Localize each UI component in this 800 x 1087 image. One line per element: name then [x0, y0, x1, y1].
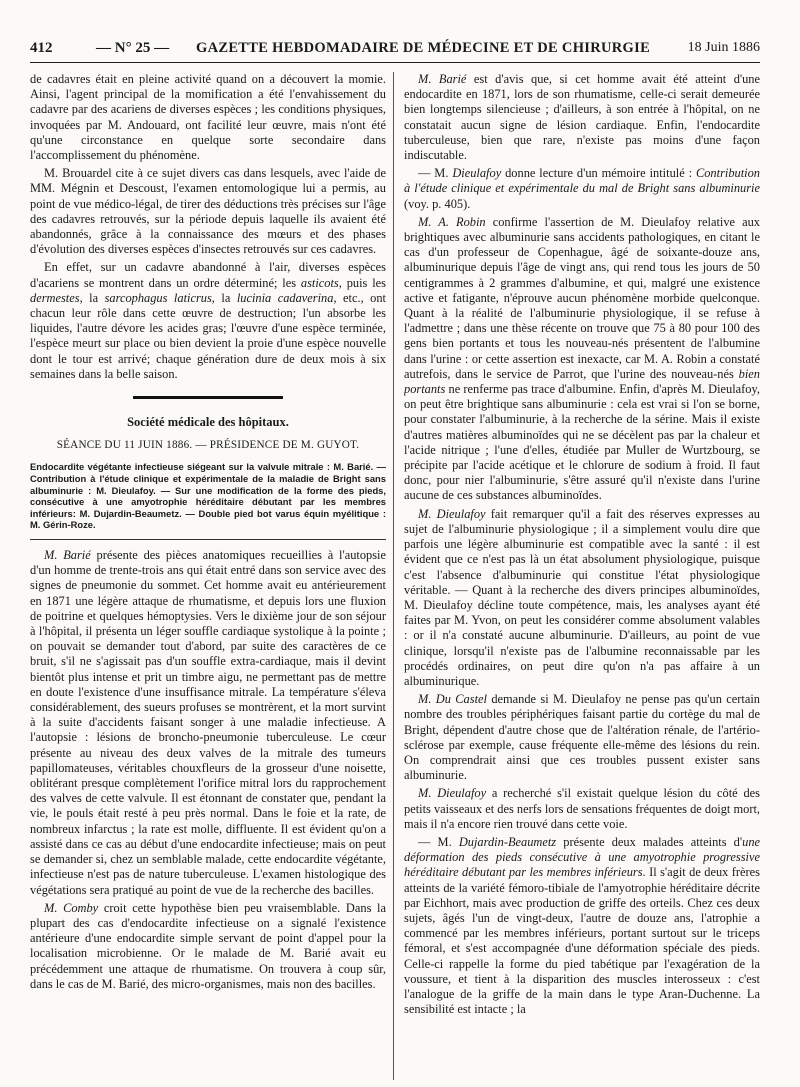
- page-number: 412: [30, 40, 53, 56]
- right-column: [404, 72, 760, 1082]
- paragraph: M. Barié est d'avis que, si cet homme avait été atteint d'une endocardite en 1871, lors de son rhumatisme, celle-ci serait demeurée bien longtemps silencieuse ; d'ailleurs, à son entrée à l'hôpital, on ne constatait aucun signe de lésion cardiaque. Enfin, l'endocardite tuberculeuse, bien que rare, n'existe pas moins d'une façon indiscutable.: [404, 72, 760, 163]
- paragraph: M. Brouardel cite à ce sujet divers cas dans lesquels, avec l'aide de MM. Mégnin et Descoust, l'examen entomologique lui a permis, au point de vue médico-légal, de tirer des déductions très précises sur l'âge des cadavres retrouvés, sur la période depuis laquelle ils avaient été abandonnés, grâce à la connaissance des mœurs et des phases d'évolution des diverses espèces d'insectes retrouvés sur ces cadavres.: [30, 166, 386, 257]
- issue-date: 18 Juin 1886: [687, 40, 760, 55]
- summary-rule: [30, 539, 386, 540]
- journal-title: GAZETTE HEBDOMADAIRE DE MÉDECINE ET DE CHIRURGIE: [196, 40, 651, 56]
- section-divider: [133, 396, 283, 399]
- paragraph: M. Barié présente des pièces anatomiques recueillies à l'autopsie d'un homme de trente-trois ans qui était entré dans son service avec des signes de pneumonie du sommet. Cet homme avait eu antérieurement en 1871 une légère attaque de rhumatisme, et depuis lors une fluxion de poitrine et quelques hémoptysies. Vers le dixième jour de son séjour à l'hôpital, il présenta un léger souffle cardiaque systolique à la pointe ; on pouvait se demander tout d'abord, par suite des caractères de ce bruit, s'il ne s'agissait pas d'un souffle extra-cardiaque, mais il devint bientôt plus intense et prit un timbre aigu, ne permettant pas de mettre en doute l'existence d'une insuffisance mitrale. La température s'éleva considérablement, des sueurs profuses se montrèrent, et la mort survint à la suite d'accidents faisant songer à une maladie infectieuse. A l'autopsie : lésions de broncho-pneumonie tuberculeuse. Le cœur présente au niveau des deux valves de la mitrale des tumeurs papillomateuses, véritables chouxfleurs de la grosseur d'une noisette, oblitérant presque complètement l'orifice mitral lors du rapprochement des valves de cette valvule. Il est étonnant de constater que, pendant la vie, le pouls était resté à peu près normal. Dans le foie et la rate, de nombreux infarctus ; la rate est molle, diffluente. Il est évident qu'on a assisté dans ce cas au début d'une endocardite infectieuse; mais on peut se demander si, chez un semblable malade, cette endocardite végétante, infectieuse n'est pas de nature tuberculeuse. L'examen histologique des végétations sera pratiqué au point de vue de la recherche des bacilles.: [30, 548, 386, 897]
- paragraph: — M. Dieulafoy donne lecture d'un mémoire intitulé : Contribution à l'étude clinique et expérimentale du mal de Bright sans albuminurie (voy. p. 405).: [404, 166, 760, 211]
- left-column: [30, 72, 386, 1082]
- paragraph: M. Dieulafoy a recherché s'il existait quelque lésion du côté des petits vaisseaux et des nerfs lors de sensations fréquentes de doigt mort, mais il n'a encore rien trouvé dans cette voie.: [404, 786, 760, 831]
- column-divider: [393, 72, 394, 1080]
- paragraph: En effet, sur un cadavre abandonné à l'air, diverses espèces d'acariens se montrent dans un ordre déterminé; les asticots, puis les dermestes, la sarcophagus laticrus, la lucinia cadaverina, etc., ont chacun leur rôle dans cette œuvre de destruction; l'un absorbe les liquides, l'autre dévore les acides gras; l'œuvre d'une espèce terminée, l'espèce meurt sur place ou bien devient la proie d'une espèce nouvelle dont le tour est arrivé; chaque génération dure de deux mois à six semaines dans la belle saison.: [30, 260, 386, 381]
- paragraph: M. A. Robin confirme l'assertion de M. Dieulafoy relative aux brightiques avec albuminurie sans accidents pathologiques, en citant le cas d'un professeur de Copenhague, âgé de soixante-douze ans, albuminurique depuis l'âge de vingt ans, qui rend tous les jours de 50 centigrammes à 2 grammes d'albumine, et qui, malgré une existence active et fatigante, n'éprouve aucun phénomène morbide quelconque. Quant à la réalité de l'albuminurie physiologique, il se refuse à l'admettre ; dans une thèse récente on trouve que 75 à 80 pour 100 des gens bien portants et tous les nouveau-nés présentent de l'albumine dans l'urine : or cette assertion est inexacte, car M. A. Robin a constaté autrefois, dans le service de Parrot, que l'urine des nouveau-nés bien portants ne renferme pas trace d'albumine. Enfin, d'après M. Dieulafoy, on peut être brightique sans albuminurie : cela est vrai si l'on se borne, pour constater l'albuminurie, à la recherche de la sérine. Mais il existe d'autres matières albuminoïdes qui ne se décèlent pas par la chaleur et l'acide nitrique ; l'une d'elles, étudiée par Muller de Wurtzbourg, se précipite par l'acide acétique et le chlorure de sodium à froid. Il faut donc, pour nier l'albuminurie, s'être assuré qu'il n'existe dans l'urine aucune de ces substances albuminoïdes.: [404, 214, 760, 503]
- paragraph: M. Du Castel demande si M. Dieulafoy ne pense pas qu'un certain nombre des troubles périphériques faisant partie du cortège du mal de Bright, dépendent d'autre chose que de l'altération rénale, de l'artério-sclérose par exemple, cause fréquente elle-même des lésions du rein. On comprendrait ainsi que ces troubles pussent exister sans albuminurie.: [404, 692, 760, 783]
- session-summary: Endocardite végétante infectieuse siégeant sur la valvule mitrale : M. Barié. — Contribution à l'étude clinique et expérimentale de la maladie de Bright sans albuminurie : M. Dieulafoy. — Sur une modification de la forme des pieds, consécutive à une amyotrophie héréditaire débutant par les membres inférieurs: M. Dujardin-Beaumetz. — Double pied bot varus équin myélitique : M. Gérin-Roze.: [30, 461, 386, 531]
- session-line: SÉANCE DU 11 JUIN 1886. — PRÉSIDENCE DE M. GUYOT.: [56, 439, 360, 452]
- paragraph: M. Comby croit cette hypothèse bien peu vraisemblable. Dans la plupart des cas d'endocardite infectieuse on a signalé l'existence antérieure d'une endocardite simple servant de point d'appel pour la localisation microbienne. Or le malade de M. Barié avait eu précédemment une attaque de rhumatisme. On trouvera à coup sûr, dans le cas de M. Barié, des micro-organismes, mais non des bacilles.: [30, 900, 386, 991]
- paragraph: de cadavres était en pleine activité quand on a découvert la momie. Ainsi, l'agent principal de la momification a été l'envahissement du cadavre par des acariens de diverses espèces ; les conditions physiques, invoquées par M. Andouard, ont facilité leur œuvre, mais n'ont été qu'une circonstance en quelque sorte secondaire dans l'accomplissement du phénomène.: [30, 72, 386, 163]
- running-header: [30, 38, 760, 63]
- issue-number: — N° 25 —: [96, 40, 170, 56]
- paragraph: — M. Dujardin-Beaumetz présente deux malades atteints d'une déformation des pieds consécutive à une amyotrophie progressive héréditaire débutant par les membres inférieurs. Il s'agit de deux frères atteints de la variété fémoro-tibiale de l'amyotrophie héréditaire décrite par Eichhort, mais avec production de griffe des orteils. Chez ces deux sujets, âgés l'un de vingt-deux, l'autre de douze ans, l'atrophie a commencé par les membres inférieurs, portant surtout sur le triceps fémoral, et s'est accompagnée d'une déformation spéciale des pieds. Celle-ci rappelle la forme du pied tabétique par l'exagération de la voussure, et tient à la disparition des muscles interosseux : c'est l'analogue de la griffe de la main dans le type Aran-Duchenne. La sensibilité est intacte ; la: [404, 834, 760, 1017]
- section-title: Société médicale des hôpitaux.: [127, 415, 289, 430]
- paragraph: M. Dieulafoy fait remarquer qu'il a fait des réserves expresses au sujet de l'albuminurie physiologique ; il a simplement voulu dire que parfois une légère albuminurie est compatible avec la santé : il est évident que ce n'est pas là un état absolument physiologique, puisque c'est l'absence d'albuminurie qui constitue l'état physiologique véritable. — Quant à la recherche des divers principes albuminoïdes, M. Dieulafoy décline toute compétence, mais, les analyses ayant été faites par M. Yvon, on peut les considérer comme absolument valables : or il n'a constaté aucune albuminurie. D'ailleurs, au point de vue clinique, lorsqu'il n'existe pas de l'albumine reconnaissable par les procédés ordinaires, on peut dire qu'on n'a pas affaire à un albuminurique.: [404, 506, 760, 688]
